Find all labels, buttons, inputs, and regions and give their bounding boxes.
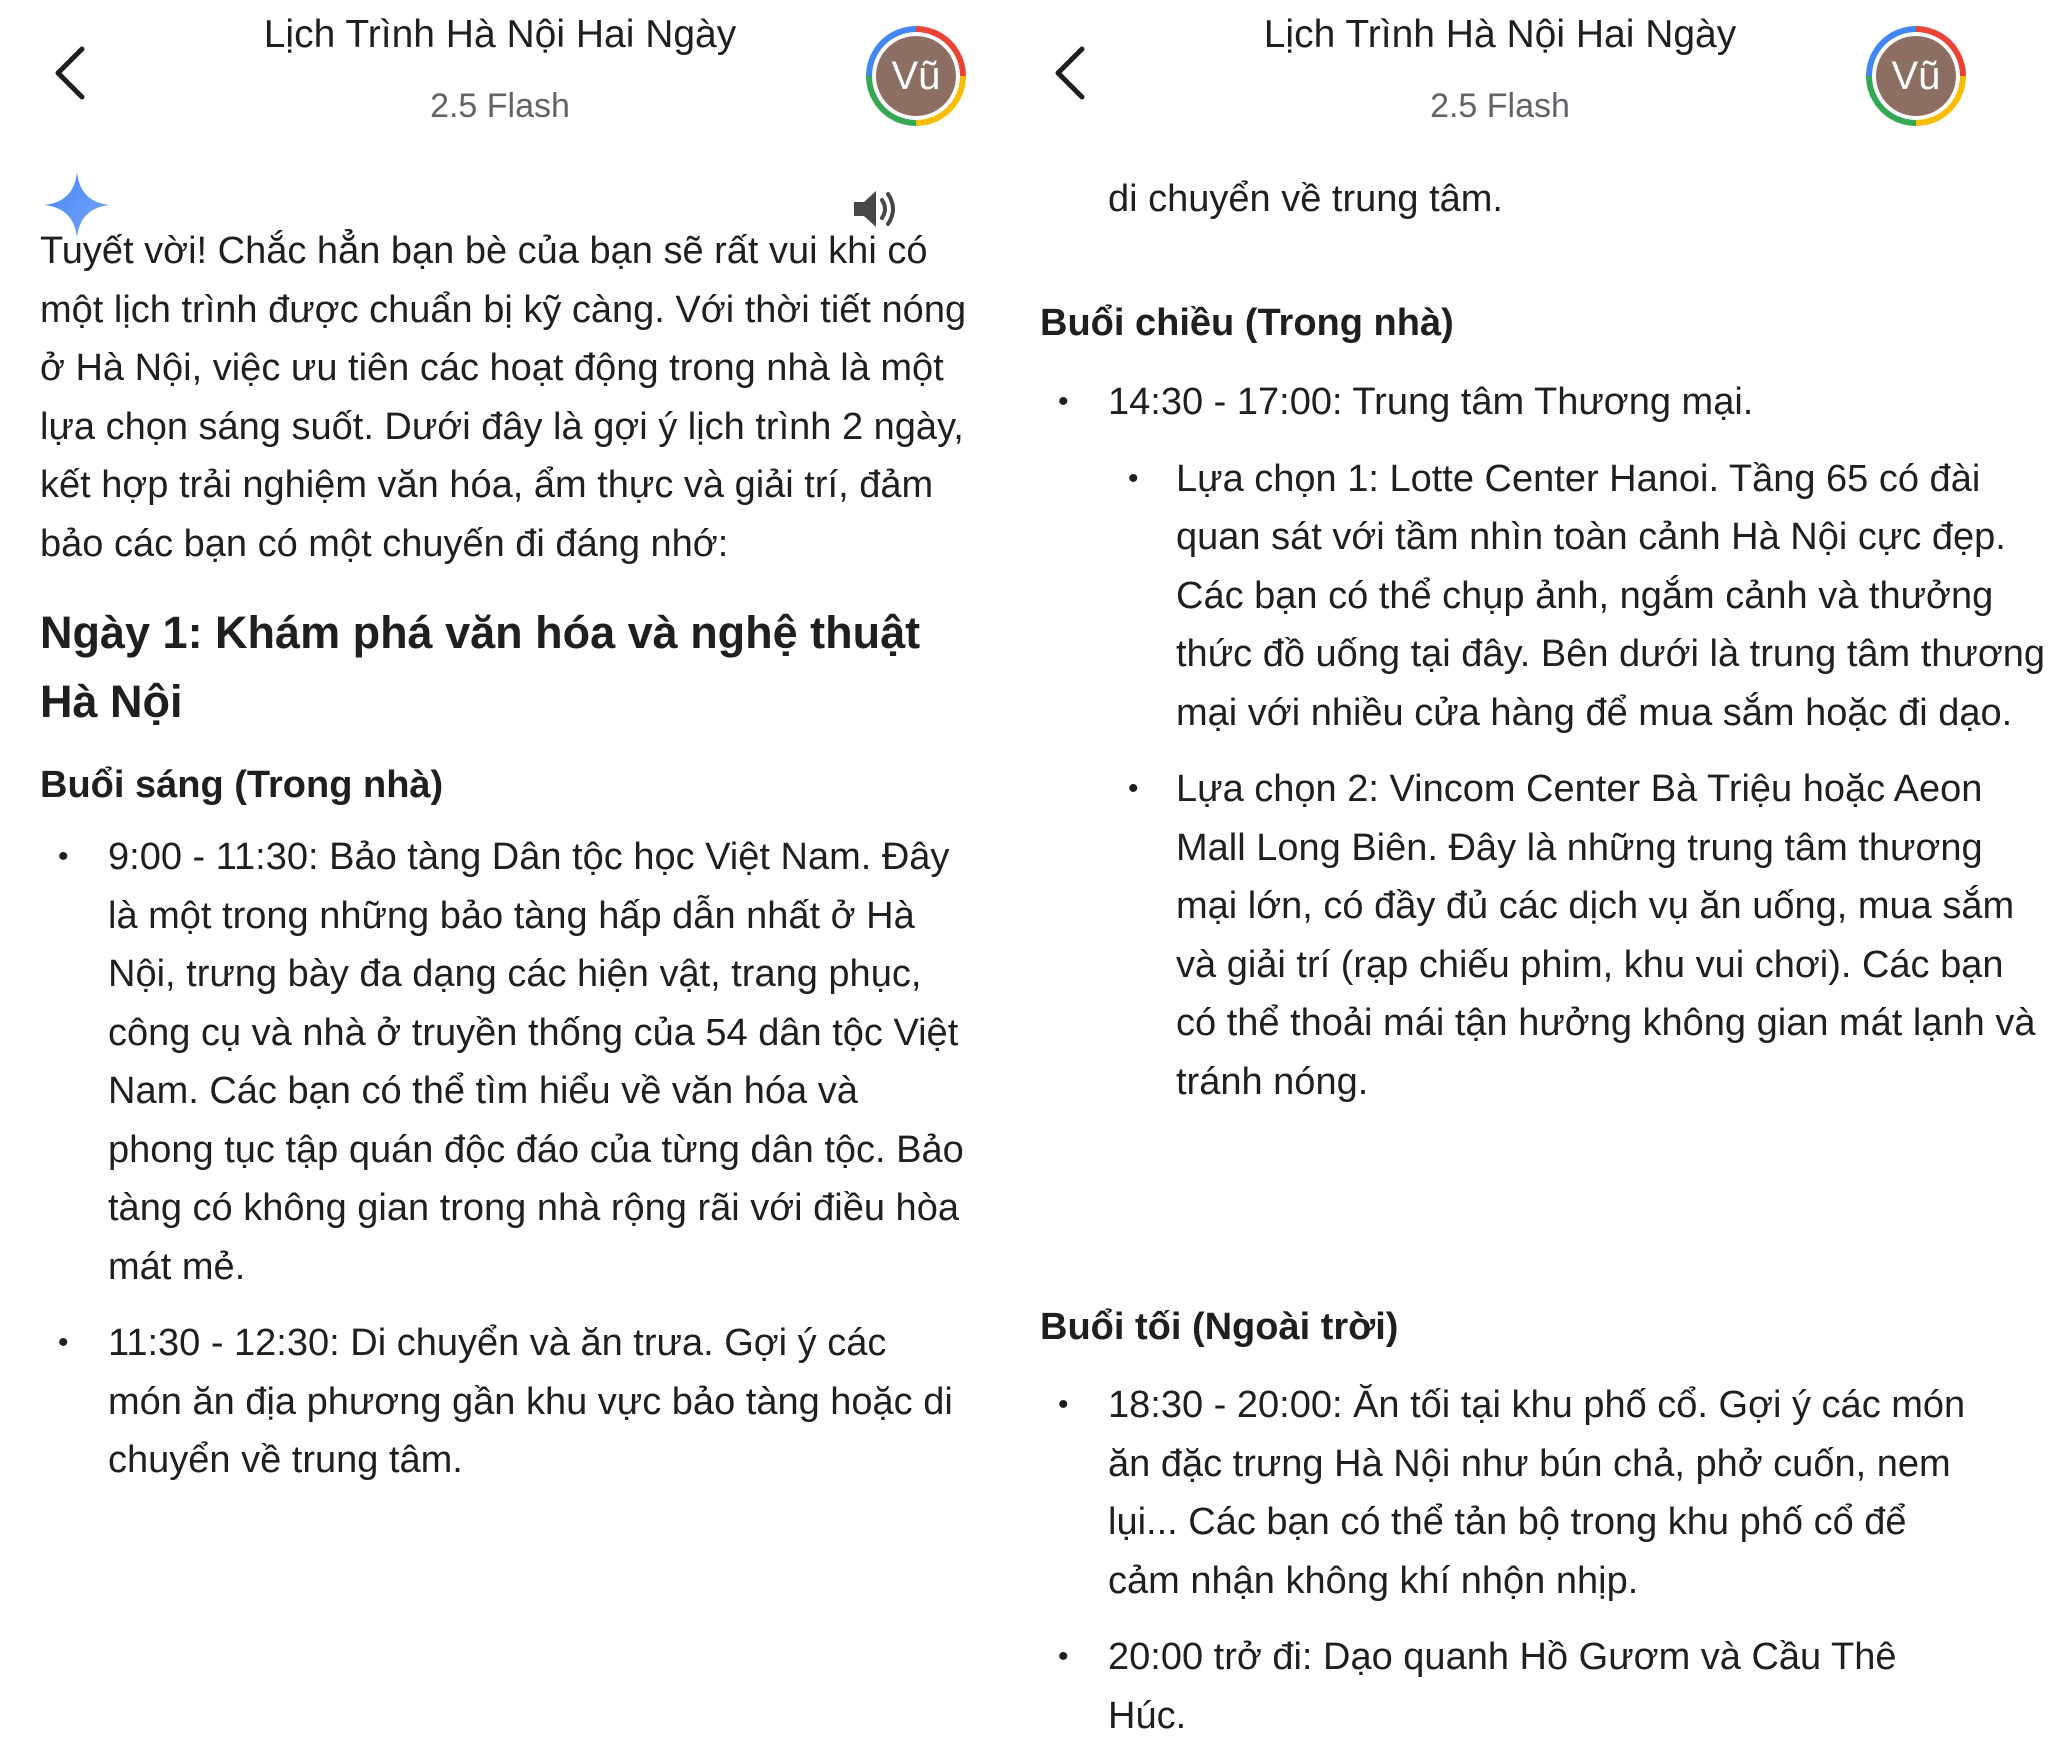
account-avatar-button[interactable] [1866,26,1966,126]
list-item: • 9:00 - 11:30: Bảo tàng Dân tộc học Việt Nam. Đây là một trong những bảo tàng hấp dẫn nhất ở Hà Nội, trưng bày đa dạng các hiện vật, trang phục, công cụ và nhà ở truyền thống của 54 dân tộc Việt Nam. Các bạn có thể tìm hiểu về văn hóa và phong tục tập quán độc đáo của từng dân tộc. Bảo tàng có không gian trong nhà rộng rãi với điều hòa mát mẻ. [58,836,964,1288]
chevron-left-icon [50,43,90,103]
top-app-bar [1000,0,2000,150]
list-item: • 18:30 - 20:00: Ăn tối tại khu phố cổ. Gợi ý các món ăn đặc trưng Hà Nội như bún chả, phở cuốn, nem lụi... Các bạn có thể tản bộ trong khu phố cổ để cảm nhận không khí nhộn nhịp. [1058,1384,1966,1602]
evening-list [1000,1376,2000,1745]
day-heading: Ngày 1: Khám phá văn hóa và nghệ thuật Hà Nội [40,607,921,727]
afternoon-list [1000,373,2046,1129]
conversation-title: Lịch Trình Hà Nội Hai Ngày [1263,13,1737,56]
morning-heading: Buổi sáng (Trong nhà) [40,764,444,806]
model-label[interactable]: 2.5 Flash [1430,87,1570,125]
back-button[interactable] [1040,38,1100,108]
top-app-bar [0,0,1000,150]
model-label[interactable]: 2.5 Flash [430,87,570,125]
afternoon-options [1108,450,2046,1112]
continued-text: di chuyển về trung tâm. [1108,178,1503,220]
evening-heading: Buổi tối (Ngoài trời) [1040,1306,1399,1348]
chat-screen-left [0,0,1000,1693]
list-item: • Lựa chọn 2: Vincom Center Bà Triệu hoặc Aeon Mall Long Biên. Đây là những trung tâm thương mại lớn, có đầy đủ các dịch vụ ăn uống, mua sắm và giải trí (rạp chiếu phim, khu vui chơi). Các bạn có thể thoải mái tận hưởng không gian mát lạnh và tránh nóng. [1128,768,2036,1103]
list-item: • 20:00 trở đi: Dạo quanh Hồ Gươm và Cầu Thê Húc. [1058,1636,1897,1737]
chevron-left-icon [1050,43,1090,103]
list-item: • Lựa chọn 1: Lotte Center Hanoi. Tầng 65 có đài quan sát với tầm nhìn toàn cảnh Hà Nội cực đẹp. Các bạn có thể chụp ảnh, ngắm cảnh và thưởng thức đồ uống tại đây. Bên dưới là trung tâm thương mại với nhiều cửa hàng để mua sắm hoặc đi dạo. [1128,457,2046,734]
account-avatar-button[interactable] [866,26,966,126]
list-item: • 11:30 - 12:30: Di chuyển và ăn trưa. Gợi ý các món ăn địa phương gần khu vực bảo tàng hoặc di chuyển về trung tâm. [58,1322,953,1481]
intro-paragraph: Tuyết vời! Chắc hẳn bạn bè của bạn sẽ rất vui khi có một lịch trình được chuẩn bị kỹ càng. Với thời tiết nóng ở Hà Nội, việc ưu tiên các hoạt động trong nhà là một lựa chọn sáng suốt. Dưới đây là gợi ý lịch trình 2 ngày, kết hợp trải nghiệm văn hóa, ẩm thực và giải trí, đảm bảo các bạn có một chuyến đi đáng nhớ: [40,230,967,565]
avatar: Vũ [876,36,956,116]
list-item: • 14:30 - 17:00: Trung tâm Thương mại. • Lựa chọn 1: Lotte Center Hanoi. Tầng 65 có đài quan sát với tầm nhìn toàn cảnh Hà Nội cực đẹp. Các bạn có thể chụp ảnh, ngắm cảnh và thưởng thức đồ uống tại đây. Bên dưới là trung tâm thương mại với nhiều cửa hàng để mua sắm hoặc đi dạo. • Lựa chọn 2: Vincom Center Bà Triệu hoặc Aeon Mall Long Biên. Đây là những trung tâm thương mại lớn, có đầy đủ các dịch vụ ăn uống, mua sắm và giải trí (rạp chiếu phim, khu vui chơi). Các bạn có thể thoải mái tận hưởng không gian mát lạnh và tránh nóng. [1000,373,1970,1111]
afternoon-heading: Buổi chiều (Trong nhà) [1040,302,1454,344]
conversation-title: Lịch Trình Hà Nội Hai Ngày [263,13,737,56]
back-button[interactable] [40,38,100,108]
morning-list [0,828,1000,1490]
avatar: Vũ [1876,36,1956,116]
chat-screen-right [1000,0,2046,1737]
